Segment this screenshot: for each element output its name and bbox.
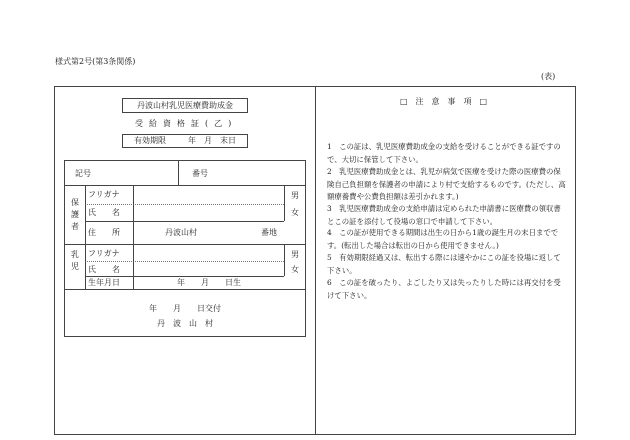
center-divider <box>315 86 316 435</box>
note-item: 4 この証が使用できる期間は出生の日から1歳の誕生月の末日までです。(転出した場合は転出の日から使用できません。) <box>327 228 559 250</box>
certificate-label: 受給資格証(乙) <box>135 119 238 128</box>
infant-sex-female: 女 <box>291 265 299 274</box>
guardian-name-label: 氏 名 <box>88 208 120 217</box>
note-item: 1 この証は、乳児医療費助成金の支給を受けることができる証ですので、大切に保管して下さい。 <box>327 142 561 164</box>
issued-date: 年 月 日交付 <box>149 304 221 313</box>
infant-birth-label: 生年月日 <box>88 278 120 287</box>
note-item: 2 乳児医療費助成金とは、乳児が病気で医療を受けた際の医療費の保険自己負担額を保護者の申請により村で支給するものです。(ただし、高額療養費や公費負担額は差引かれます。) <box>327 167 566 201</box>
guardian-sex-female: 女 <box>291 208 299 217</box>
infant-birth-value: 年 月 日生 <box>177 278 241 287</box>
note-item: 5 有効期限経過又は、転出する際には速やかにこの証を役場に返して下さい。 <box>327 253 561 275</box>
number-label: 番号 <box>192 169 208 178</box>
issuer-name: 丹 波 山 村 <box>157 319 213 328</box>
validity-date: 年 月 末日 <box>188 136 236 145</box>
validity-label: 有効期限 <box>134 136 166 145</box>
guardian-section-label: 保護者 <box>71 198 79 231</box>
guardian-village: 丹波山村 <box>165 228 197 237</box>
note-item: 6 この証を破ったり、よごしたり又は失ったりした時には再交付を受けて下さい。 <box>327 278 561 300</box>
infant-name-label: 氏 名 <box>88 265 120 274</box>
guardian-sex-male: 男 <box>291 191 299 200</box>
guardian-address-label: 住 所 <box>88 228 120 237</box>
guardian-furigana-label: フリガナ <box>88 190 120 199</box>
record-no-label: 記号 <box>75 169 91 178</box>
infant-sex-male: 男 <box>291 250 299 259</box>
guardian-banchi: 番地 <box>261 228 277 237</box>
info-table <box>64 160 306 337</box>
form-id: 様式第2号(第3条関係) <box>55 57 136 66</box>
infant-section-label: 乳児 <box>71 250 79 271</box>
infant-furigana-label: フリガナ <box>88 249 120 258</box>
notes-title: □ 注 意 事 項 □ <box>400 97 488 106</box>
validity-box <box>122 134 248 148</box>
certificate-title: 丹波山村乳児医療費助成金 <box>122 98 248 113</box>
side-label: (表) <box>541 72 556 81</box>
note-item: 3 乳児医療費助成金の支給申請は定められた申請書に医療費の領収書とこの証を添付して役場の窓口で申請して下さい。 <box>327 204 561 226</box>
